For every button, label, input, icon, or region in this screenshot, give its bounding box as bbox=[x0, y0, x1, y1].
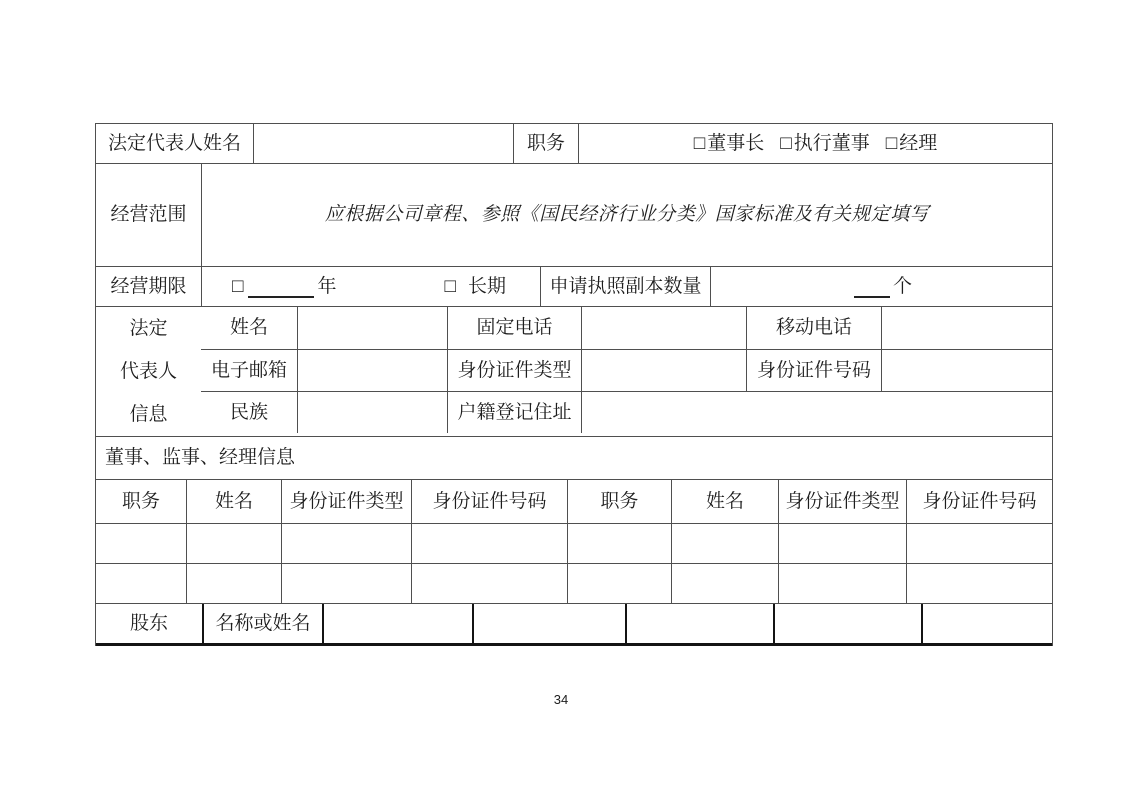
executive-director-label: 执行董事 bbox=[793, 132, 870, 154]
business-term-options-cell bbox=[201, 267, 540, 306]
shareholder-cell[interactable] bbox=[773, 604, 921, 643]
checkbox-executive-director-icon[interactable]: □ bbox=[780, 132, 792, 154]
directors-empty-row-1 bbox=[96, 523, 1052, 563]
legal-rep-info-row-2 bbox=[201, 349, 1052, 391]
legal-rep-info-label-line1: 法定 bbox=[129, 317, 168, 339]
checkbox-longterm-icon[interactable]: □ bbox=[444, 275, 456, 297]
legal-rep-info-block bbox=[96, 306, 1052, 436]
chairman-label: 董事长 bbox=[707, 132, 765, 154]
directors-section-title: 董事、监事、经理信息 bbox=[105, 447, 296, 469]
row-directors-title bbox=[96, 436, 1052, 479]
row-business-scope bbox=[96, 163, 1052, 266]
position-label: 职务 bbox=[513, 124, 578, 163]
director-cell[interactable] bbox=[411, 564, 567, 603]
email-input-cell[interactable] bbox=[297, 350, 447, 391]
registered-address-label: 户籍登记住址 bbox=[447, 392, 581, 433]
fixed-phone-label: 固定电话 bbox=[447, 307, 581, 349]
license-copies-group bbox=[851, 275, 912, 299]
term-years-option bbox=[232, 275, 337, 299]
legal-rep-info-label bbox=[96, 307, 201, 436]
legal-rep-info-label-line3: 信息 bbox=[129, 403, 168, 425]
header-id-type-2: 身份证件类型 bbox=[778, 480, 906, 523]
director-cell[interactable] bbox=[567, 564, 671, 603]
director-cell[interactable] bbox=[906, 564, 1052, 603]
row-shareholders bbox=[96, 603, 1052, 646]
option-executive-director bbox=[780, 132, 870, 156]
id-type-input-cell[interactable] bbox=[581, 350, 746, 391]
row-business-term bbox=[96, 266, 1052, 306]
row-directors-headers bbox=[96, 479, 1052, 523]
mobile-phone-input-cell[interactable] bbox=[881, 307, 1052, 349]
director-cell[interactable] bbox=[906, 524, 1052, 563]
header-id-number-1: 身份证件号码 bbox=[411, 480, 567, 523]
copies-unit-label: 个 bbox=[892, 275, 912, 297]
option-manager bbox=[886, 132, 938, 156]
option-chairman bbox=[694, 132, 765, 156]
header-name-1: 姓名 bbox=[186, 480, 281, 523]
shareholder-name-label: 名称或姓名 bbox=[202, 604, 322, 643]
copies-fill-blank[interactable] bbox=[854, 281, 890, 298]
manager-label: 经理 bbox=[899, 132, 938, 154]
license-copies-input-cell bbox=[710, 267, 1052, 306]
director-cell[interactable] bbox=[671, 564, 778, 603]
checkbox-manager-icon[interactable]: □ bbox=[885, 132, 898, 154]
legal-rep-info-row-3 bbox=[201, 391, 1052, 433]
id-type-label: 身份证件类型 bbox=[447, 350, 581, 391]
header-position-2: 职务 bbox=[567, 480, 671, 523]
name-label: 姓名 bbox=[229, 317, 268, 339]
director-cell[interactable] bbox=[186, 524, 281, 563]
director-cell[interactable] bbox=[96, 564, 186, 603]
id-number-label: 身份证件号码 bbox=[746, 350, 881, 391]
director-cell[interactable] bbox=[96, 524, 186, 563]
years-fill-blank[interactable] bbox=[248, 281, 314, 298]
director-cell[interactable] bbox=[186, 564, 281, 603]
shareholder-cell[interactable] bbox=[921, 604, 1052, 643]
term-longterm-option bbox=[445, 275, 507, 299]
name-input-cell[interactable] bbox=[297, 307, 447, 349]
mobile-phone-label: 移动电话 bbox=[746, 307, 881, 349]
ethnicity-label: 民族 bbox=[229, 401, 268, 423]
license-copies-label: 申请执照副本数量 bbox=[540, 267, 710, 306]
legal-rep-info-label-line2: 代表人 bbox=[119, 360, 177, 382]
director-cell[interactable] bbox=[281, 524, 411, 563]
position-options-cell bbox=[578, 124, 1052, 163]
id-number-input-cell[interactable] bbox=[881, 350, 1052, 391]
registered-address-input-cell[interactable] bbox=[581, 392, 1052, 433]
director-cell[interactable] bbox=[671, 524, 778, 563]
years-unit-label: 年 bbox=[317, 275, 337, 297]
shareholder-cell[interactable] bbox=[322, 604, 472, 643]
header-id-type-1: 身份证件类型 bbox=[281, 480, 411, 523]
director-cell[interactable] bbox=[411, 524, 567, 563]
director-cell[interactable] bbox=[281, 564, 411, 603]
shareholders-label: 股东 bbox=[129, 612, 168, 634]
business-scope-hint-cell[interactable]: 应根据公司章程、参照《国民经济行业分类》国家标准及有关规定填写 bbox=[201, 164, 1052, 266]
email-label: 电子邮箱 bbox=[210, 359, 287, 381]
shareholder-cell[interactable] bbox=[625, 604, 773, 643]
header-id-number-2: 身份证件号码 bbox=[906, 480, 1052, 523]
longterm-label: 长期 bbox=[467, 275, 506, 297]
legal-rep-info-row-1 bbox=[201, 307, 1052, 349]
fixed-phone-input-cell[interactable] bbox=[581, 307, 746, 349]
row-legal-rep-name bbox=[96, 124, 1052, 163]
registration-form-table bbox=[95, 123, 1053, 646]
ethnicity-input-cell[interactable] bbox=[297, 392, 447, 433]
page-number: 34 bbox=[553, 692, 569, 707]
director-cell[interactable] bbox=[567, 524, 671, 563]
director-cell[interactable] bbox=[778, 524, 906, 563]
legal-rep-name-input-cell[interactable] bbox=[253, 124, 513, 163]
business-scope-label: 经营范围 bbox=[110, 204, 187, 226]
directors-empty-row-2 bbox=[96, 563, 1052, 603]
director-cell[interactable] bbox=[778, 564, 906, 603]
header-name-2: 姓名 bbox=[671, 480, 778, 523]
business-term-label: 经营期限 bbox=[110, 275, 187, 297]
shareholder-cell[interactable] bbox=[472, 604, 625, 643]
checkbox-chairman-icon[interactable]: □ bbox=[693, 132, 706, 154]
header-position-1: 职务 bbox=[121, 490, 160, 512]
legal-rep-name-label: 法定代表人姓名 bbox=[107, 132, 241, 154]
checkbox-years-icon[interactable]: □ bbox=[232, 275, 244, 297]
